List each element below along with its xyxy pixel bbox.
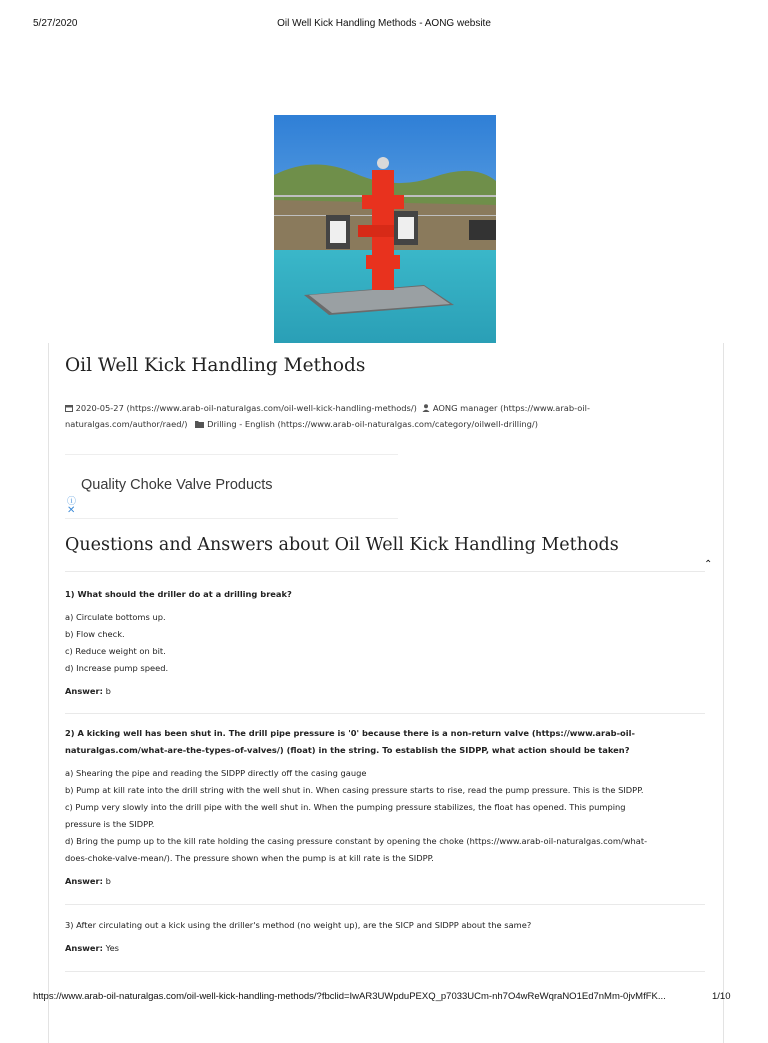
ad-text[interactable]: Quality Choke Valve Products — [81, 477, 273, 493]
qa-item-2 — [65, 725, 705, 890]
question-text: 1) What should the driller do at a drilling break? — [65, 589, 292, 599]
print-footer-page: 1/10 — [712, 991, 731, 1002]
info-icon[interactable]: ⓘ — [67, 497, 77, 507]
answer-label: Answer: — [65, 876, 103, 886]
print-header-date: 5/27/2020 — [33, 18, 78, 29]
answer-value: b — [102, 686, 111, 696]
calendar-icon — [65, 403, 73, 413]
user-icon — [422, 403, 430, 413]
close-icon[interactable]: ✕ — [67, 505, 76, 516]
question-text-cont: naturalgas.com/what-are-the-types-of-valves/) (float) in the string. To establish the SIDPP, what action should be taken? — [65, 745, 630, 755]
answer-label: Answer: — [65, 686, 103, 696]
question-text: 3) After circulating out a kick using the driller's method (no weight up), are the SICP and SIDPP about the same? — [65, 920, 532, 930]
option-text: c) Reduce weight on bit. — [65, 646, 166, 656]
hero-image — [274, 115, 496, 343]
article-title: Oil Well Kick Handling Methods — [65, 355, 366, 376]
article-meta — [65, 400, 665, 432]
divider — [65, 571, 705, 572]
option-text: b) Flow check. — [65, 629, 125, 639]
option-text: pressure is the SIDPP. — [65, 819, 155, 829]
folder-icon — [195, 419, 204, 429]
option-text: c) Pump very slowly into the drill pipe with the well shut in. When the pumping pressure stabilizes, the float has opened. This pumping — [65, 802, 626, 812]
meta-date-link[interactable]: 2020-05-27 (https://www.arab-oil-naturalgas.com/oil-well-kick-handling-methods/) — [75, 403, 417, 413]
meta-author-link[interactable]: AONG manager (https://www.arab-oil- — [432, 403, 590, 413]
answer-value: b — [102, 876, 111, 886]
answer-line — [65, 683, 705, 700]
qa-item-3 — [65, 917, 705, 957]
divider — [65, 904, 705, 905]
print-footer-url: https://www.arab-oil-naturalgas.com/oil-well-kick-handling-methods/?fbclid=IwAR3UWpduPEXQ_p7033UCm-nh7O4wReWqraNO1Ed7nMm-0jvMfFK... — [33, 991, 666, 1002]
meta-author-link-cont[interactable]: naturalgas.com/author/raed/) — [65, 419, 188, 429]
option-text: a) Shearing the pipe and reading the SIDPP directly off the casing gauge — [65, 768, 367, 778]
answer-label: Answer: — [65, 943, 103, 953]
print-header-title: Oil Well Kick Handling Methods - AONG website — [277, 18, 491, 29]
section-heading: Questions and Answers about Oil Well Kick Handling Methods — [65, 535, 619, 555]
divider — [65, 971, 705, 972]
option-text: b) Pump at kill rate into the drill string with the well shut in. When casing pressure starts to rise, read the pump pressure. This is the SIDPP. — [65, 785, 644, 795]
question-text: 2) A kicking well has been shut in. The drill pipe pressure is '0' because there is a non-return valve (https://www.arab-oil- — [65, 728, 635, 738]
option-text: d) Increase pump speed. — [65, 663, 169, 673]
answer-line — [65, 940, 705, 957]
chevron-up-icon[interactable]: ⌃ — [704, 559, 713, 570]
qa-item-1 — [65, 586, 705, 700]
option-text: d) Bring the pump up to the kill rate holding the casing pressure constant by opening the choke (https://www.arab-oil-naturalgas.com/what- — [65, 836, 648, 846]
article-card — [48, 343, 724, 1043]
meta-category-link[interactable]: Drilling - English (https://www.arab-oil-naturalgas.com/category/oilwell-drilling/) — [207, 419, 538, 429]
answer-line — [65, 873, 705, 890]
answer-value: Yes — [102, 943, 119, 953]
divider — [65, 713, 705, 714]
option-text: does-choke-valve-mean/). The pressure shown when the pump is at kill rate is the SIDPP. — [65, 853, 434, 863]
option-text: a) Circulate bottoms up. — [65, 612, 166, 622]
ad-banner[interactable] — [65, 454, 398, 519]
